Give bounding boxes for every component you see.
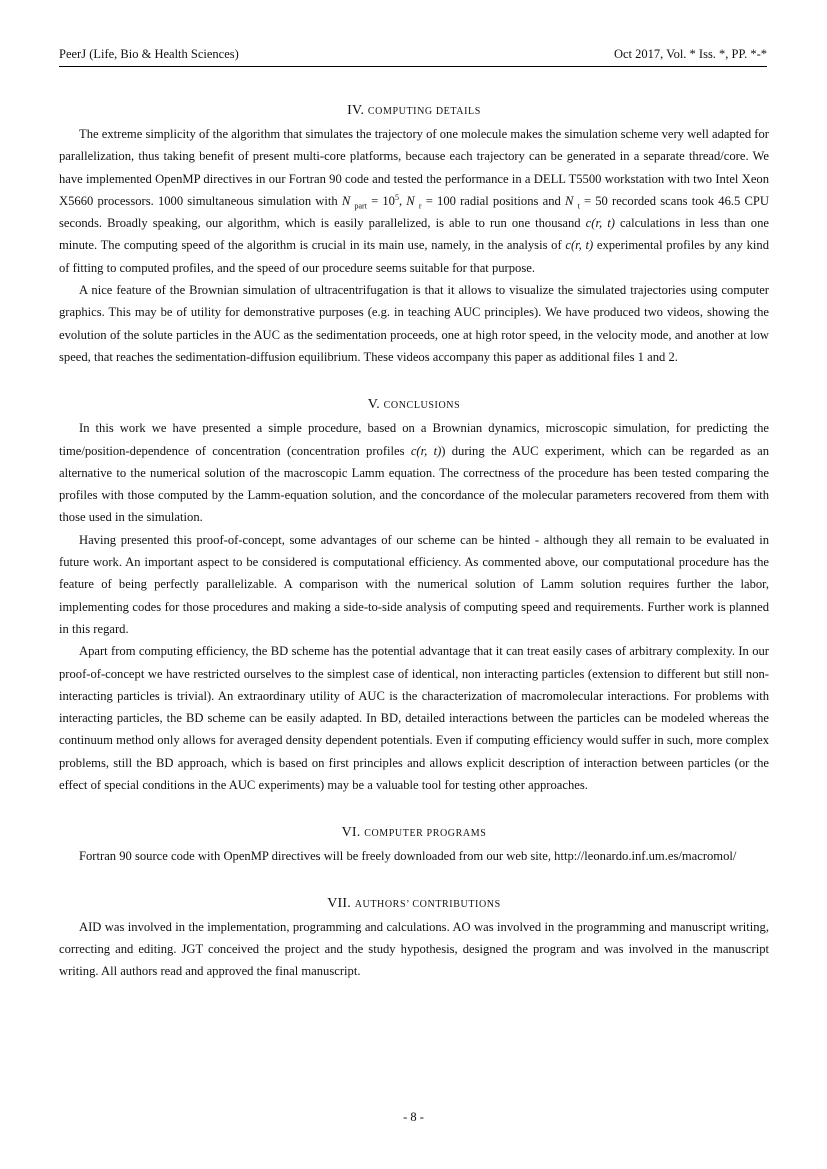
section-number: VII. bbox=[327, 895, 351, 911]
page-body bbox=[59, 100, 769, 983]
section-heading-computing bbox=[59, 100, 769, 123]
section-heading-conclusions bbox=[59, 394, 769, 417]
running-header bbox=[59, 47, 767, 67]
section-title: CONCLUSIONS bbox=[383, 400, 461, 412]
section-title: COMPUTING DETAILS bbox=[367, 106, 481, 117]
section-title: COMPUTER PROGRAMS bbox=[364, 828, 487, 840]
page-number: - 8 - bbox=[403, 1110, 424, 1124]
paragraph: Apart from computing efficiency, the BD scheme has the potential advantage that it can treat easily cases of arbitrary complexity. In our proof-of-concept we have restricted ourselves to the simplest case of identical, non interacting particles (extension to different but still non-interacting particles is trivial). An extraordinary utility of AUC is the characterization of macromolecular interactions. For problems with interacting particles, the BD scheme can be easily adapted. In BD, detailed interactions between the particles can be modeled whereas the continuum method only allows for averaged density dependent potentials. Even if computing efficiency would suffer in such, more complex problems, still the BD approach, which is based on first principles and allows explicit description of interaction between particles (or the effect of special conditions in the AUC experiments) may be a valuable tool for testing other approaches. bbox=[59, 644, 769, 793]
section-heading-programs bbox=[59, 822, 769, 845]
math-symbol: N bbox=[406, 193, 415, 208]
math-symbol: N bbox=[341, 193, 351, 208]
paragraph: A nice feature of the Brownian simulation of ultracentrifugation is that it allows to visualize the simulated trajectories using computer graphics. This may be of utility for demonstrative purposes (e.g. in teaching AUC principles). We have produced two videos, showing the evolution of the solute particles in the AUC as the sedimentation proceeds, one at high rotor speed, in the velocity mode, and another at low speed, that reaches the sedimentation-diffusion equilibrium. These videos accompany this paper as additional files 1 and 2. bbox=[59, 283, 769, 364]
paragraph: Fortran 90 source code with OpenMP directives will be freely downloaded from our web site, http://leonardo.inf.um.es/macromol/ bbox=[79, 849, 737, 864]
paragraph: AID was involved in the implementation, programming and calculations. AO was involved in the programming and manuscript writing, correcting and editing. JGT conceived the project and the study hypothesis, designed the program and was involved in the manuscript writing. All authors read and approved the final manuscript. bbox=[59, 919, 769, 979]
section-number: IV. bbox=[347, 103, 365, 118]
section-title: AUTHORS’ CONTRIBUTIONS bbox=[354, 898, 501, 910]
math-expression: c(r, t) bbox=[585, 216, 615, 231]
issue-info: Oct 2017, Vol. * Iss. *, PP. *-* bbox=[613, 47, 767, 61]
paragraph: In this work we have presented a simple procedure, based on a Brownian dynamics, microscopic simulation, for predicting the time/position-dependence of concentration (concentration profiles c(r, t)) during the AUC experiment, which can be regarded as an alternative to the numerical solution of the macroscopic Lamm equation. The correctness of the procedure has been tested comparing the profiles with those computed by the Lamm-equation solution, and the concordance of the molecular parameters recovered from them with those used in the simulation. bbox=[59, 421, 769, 525]
math-expression: c(r, t) bbox=[565, 238, 594, 253]
math-expression: c(r, t) bbox=[410, 443, 442, 458]
journal-name: PeerJ (Life, Bio & Health Sciences) bbox=[59, 47, 239, 61]
section-number: VI. bbox=[341, 825, 361, 841]
math-symbol: N bbox=[564, 193, 574, 208]
paragraph: Having presented this proof-of-concept, some advantages of our scheme can be hinted - although they all remain to be evaluated in future work. An important aspect to be considered is computational efficiency. As commented above, our computational procedure has the feature of being perfectly parallelizable. A comparison with the numerical solution of Lamm solution requires further the labor, implementing codes for those procedures and making a side-to-side analysis of computing speed and requirements. Further work is planned in this regard. bbox=[59, 532, 769, 636]
paragraph: The extreme simplicity of the algorithm that simulates the trajectory of one molecule makes the simulation scheme very well adapted for parallelization, thus taking benefit of present multi-core platforms, because each trajectory can be generated in a separate thread/core. We have implemented OpenMP directives in our Fortran 90 code and tested the performance in a DELL T5500 workstation with two Intel Xeon X5660 processors. 1000 simultaneous simulation with N $_{part} = 10^5$, N $_r$ = 100 radial positions and N $_t$ = 50 recorded scans took 46.5 CPU seconds. Broadly speaking, our algorithm, which is easily parallelized, is able to run one thousand c(r, t) calculations in less than one minute. The computing speed of the algorithm is crucial in its main use, namely, in the analysis of c(r, t) experimental profiles by any kind of fitting to computed profiles, and the speed of our procedure seems suitable for that purpose. bbox=[59, 127, 769, 275]
section-heading-contributions bbox=[59, 893, 769, 916]
section-number: V. bbox=[367, 397, 380, 413]
